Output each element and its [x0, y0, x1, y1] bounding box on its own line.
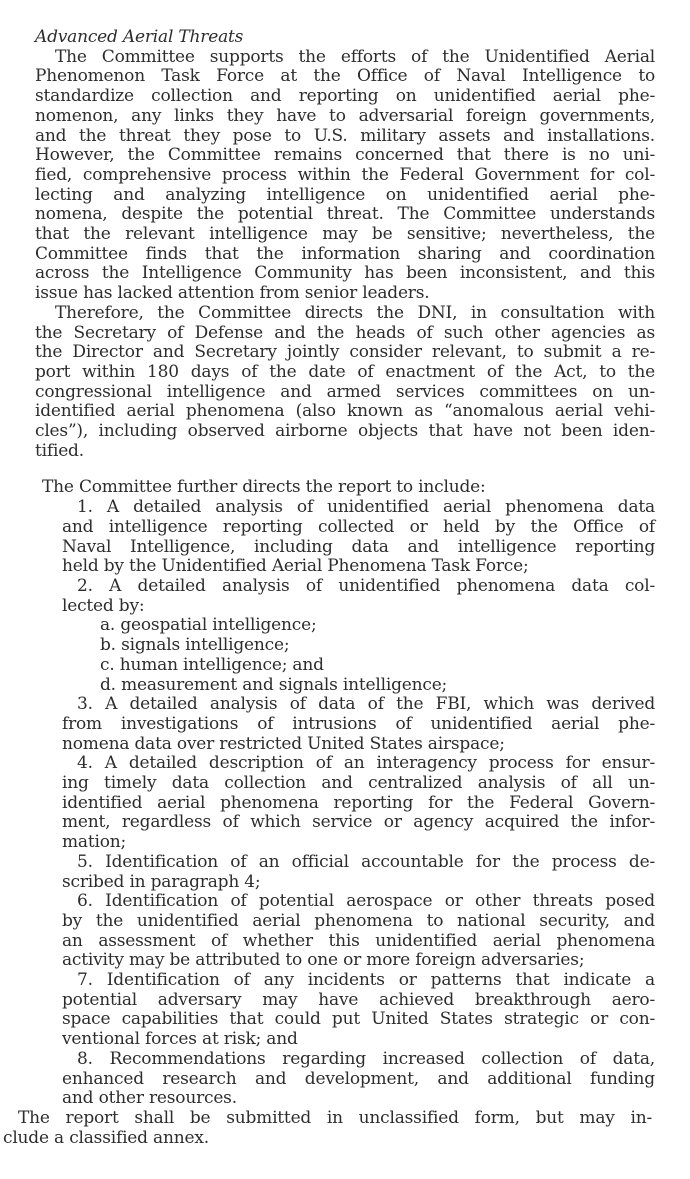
text-line: 8. Recommendations regarding increased collection of data,	[77, 1048, 655, 1069]
line-further-directs	[42, 478, 655, 498]
text-line: scribed in paragraph 4;	[62, 871, 261, 892]
text-line: held by the Unidentified Aerial Phenomena Task Force;	[62, 556, 529, 577]
text-line: lecting and analyzing intelligence on unidentified aerial phe-	[35, 184, 655, 205]
paragraph-therefore-directs	[35, 304, 655, 462]
text-line: clude a classified annex.	[3, 1127, 209, 1148]
text-line: the Director and Secretary jointly consider relevant, to submit a re-	[35, 342, 655, 363]
paragraph-report-unclassified	[3, 1109, 652, 1148]
text-line: port within 180 days of the date of enactment of the Act, to the	[35, 361, 655, 382]
list-item-2	[62, 577, 655, 616]
text-line: ing timely data collection and centralized analysis of all un-	[62, 773, 655, 794]
document-body	[0, 48, 690, 1149]
text-line: that the relevant intelligence may be sensitive; nevertheless, the	[35, 224, 655, 245]
text-line: The Committee further directs the report to include:	[42, 477, 486, 498]
text-line: identified aerial phenomena reporting for the Federal Govern-	[62, 792, 655, 813]
list-item-1	[62, 498, 655, 577]
text-line: 3. A detailed analysis of data of the FBI, which was derived	[77, 694, 655, 715]
text-line: c. human intelligence; and	[100, 654, 324, 675]
text-line: Naval Intelligence, including data and intelligence reporting	[62, 536, 655, 557]
text-line: nomena data over restricted United States airspace;	[62, 733, 505, 754]
text-line: 7. Identification of any incidents or patterns that indicate a	[77, 970, 655, 991]
text-line: a. geospatial intelligence;	[100, 615, 317, 636]
text-line: nomena, despite the potential threat. The Committee understands	[35, 204, 655, 225]
text-line: congressional intelligence and armed services committees on un-	[35, 381, 655, 402]
list-item-7	[62, 971, 655, 1050]
text-line: identified aerial phenomena (also known as “anomalous aerial vehi-	[35, 401, 655, 422]
list-item-8	[62, 1050, 655, 1109]
text-line: d. measurement and signals intelligence;	[100, 674, 448, 695]
sub-item-c	[100, 656, 655, 676]
text-line: Therefore, the Committee directs the DNI, in consultation with	[55, 302, 655, 323]
text-line: potential adversary may have achieved breakthrough aero-	[62, 989, 655, 1010]
text-line: ventional forces at risk; and	[62, 1029, 298, 1050]
text-line: 4. A detailed description of an interagency process for ensur-	[77, 753, 655, 774]
text-line: from investigations of intrusions of unidentified aerial phe-	[62, 713, 655, 734]
text-line: b. signals intelligence;	[100, 635, 290, 656]
text-line: issue has lacked attention from senior leaders.	[35, 283, 430, 304]
text-line: The report shall be submitted in unclassified form, but may in-	[18, 1107, 652, 1128]
text-line: tified.	[35, 440, 84, 461]
text-line: the Secretary of Defense and the heads of such other agencies as	[35, 322, 655, 343]
text-line: by the unidentified aerial phenomena to national security, and	[62, 910, 655, 931]
sub-item-b	[100, 636, 655, 656]
text-line: However, the Committee remains concerned that there is no uni-	[35, 145, 655, 166]
list-item-4	[62, 754, 655, 853]
text-line: Phenomenon Task Force at the Office of Naval Intelligence to	[35, 66, 655, 87]
text-line: 2. A detailed analysis of unidentified phenomena data col-	[77, 575, 655, 596]
section-heading: Advanced Aerial Threats	[35, 27, 244, 47]
list-item-5	[62, 853, 655, 892]
text-line: Committee finds that the information sharing and coordination	[35, 243, 655, 264]
text-line: and the threat they pose to U.S. military assets and installations.	[35, 125, 655, 146]
text-line: 1. A detailed analysis of unidentified aerial phenomena data	[77, 497, 655, 518]
text-line: mation;	[62, 832, 127, 853]
text-line: space capabilities that could put United States strategic or con-	[62, 1009, 655, 1030]
text-line: 5. Identification of an official accountable for the process de-	[77, 851, 655, 872]
text-line: standardize collection and reporting on unidentified aerial phe-	[35, 86, 655, 107]
text-line: enhanced research and development, and additional funding	[62, 1068, 655, 1089]
text-line: an assessment of whether this unidentified aerial phenomena	[62, 930, 655, 951]
text-line: and intelligence reporting collected or held by the Office of	[62, 516, 655, 537]
list-item-3	[62, 695, 655, 754]
text-line: fied, comprehensive process within the Federal Government for col-	[35, 164, 655, 185]
text-line: across the Intelligence Community has been inconsistent, and this	[35, 263, 655, 284]
list-item-6	[62, 892, 655, 971]
text-line: cles”), including observed airborne objects that have not been iden-	[35, 421, 655, 442]
text-line: ment, regardless of which service or agency acquired the infor-	[62, 812, 655, 833]
text-line: lected by:	[62, 595, 145, 616]
sub-item-a	[100, 616, 655, 636]
text-line: and other resources.	[62, 1088, 237, 1109]
paragraph-committee-supports	[35, 48, 655, 304]
sub-item-d	[100, 676, 655, 696]
text-line: 6. Identification of potential aerospace or other threats posed	[77, 891, 655, 912]
text-line: The Committee supports the efforts of the Unidentified Aerial	[55, 46, 655, 67]
text-line: activity may be attributed to one or more foreign adversaries;	[62, 950, 585, 971]
text-line: nomenon, any links they have to adversarial foreign governments,	[35, 105, 655, 126]
